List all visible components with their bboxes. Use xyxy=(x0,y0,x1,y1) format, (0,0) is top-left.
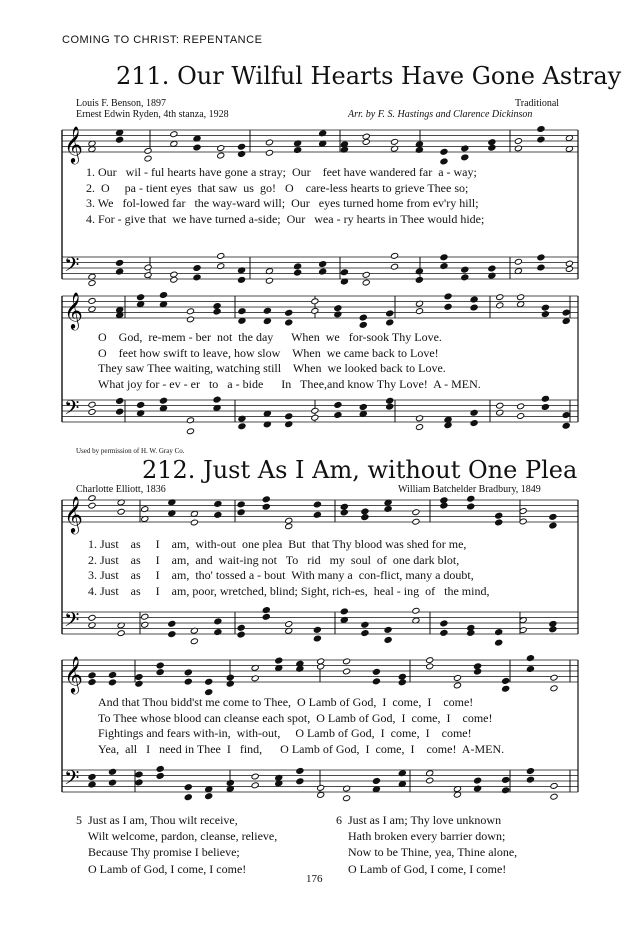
note-head xyxy=(386,397,394,404)
section-header: COMING TO CHRIST: REPENTANCE xyxy=(62,34,263,46)
verse-line: And that Thou bidd'st me come to Thee, O Lamb of God, I come, I come! xyxy=(98,695,474,709)
note-head xyxy=(334,305,342,312)
note-head xyxy=(184,669,192,676)
note-head xyxy=(251,782,259,789)
note-head xyxy=(362,279,370,286)
note-head xyxy=(461,274,469,281)
note-head xyxy=(262,496,270,503)
note-head xyxy=(156,669,164,676)
note-head xyxy=(416,415,424,422)
stanza-line: Now to be Thine, yea, Thine alone, xyxy=(336,845,518,860)
stanza-line: 5 Just as I am, Thou wilt receive, xyxy=(76,813,238,827)
note-head xyxy=(444,422,452,429)
note-head xyxy=(398,679,406,686)
note-head xyxy=(190,638,198,645)
note-head xyxy=(416,308,424,315)
note-head xyxy=(116,398,124,405)
hymn-211-verses-system-1 xyxy=(86,165,484,227)
note-head xyxy=(517,403,525,410)
note-head xyxy=(343,795,351,802)
note-head xyxy=(88,502,96,509)
note-head xyxy=(386,319,394,326)
author-credit: Ernest Edwin Ryden, 4th stanza, 1928 xyxy=(76,109,229,120)
verse-line: 2. Just as I am, and wait-ing not To rid my soul of one dark blot, xyxy=(88,552,460,567)
note-head xyxy=(440,254,448,261)
note-head xyxy=(517,413,525,420)
note-head xyxy=(514,138,522,145)
note-head xyxy=(117,630,125,637)
note-head xyxy=(116,268,124,275)
note-head xyxy=(502,685,510,692)
verse-line: 1. Our wil - ful hearts have gone a stray; Our feet have wandered far a - way; xyxy=(86,165,477,179)
note-head xyxy=(537,254,545,261)
note-head xyxy=(440,263,448,270)
note-head xyxy=(193,265,201,272)
note-head xyxy=(549,513,557,520)
note-head xyxy=(488,144,496,151)
note-head xyxy=(144,264,152,271)
note-head xyxy=(226,674,234,681)
bass-clef-icon: 𝄢 xyxy=(64,766,80,794)
note-head xyxy=(170,131,178,138)
verse-line: Yea, all I need in Thee I find, O Lamb of God, I come, I come! A-MEN. xyxy=(98,741,505,756)
note-head xyxy=(156,662,164,669)
note-head xyxy=(391,138,399,145)
hymn-212-verses-system-2 xyxy=(98,695,504,757)
verse-line: 3. We fol-lowed far the way-ward will; Our eyes turned home from ev'ry hill; xyxy=(86,196,479,211)
stanza-line: Wilt welcome, pardon, cleanse, relieve, xyxy=(76,829,278,844)
note-head xyxy=(496,402,504,409)
note-head xyxy=(319,261,327,268)
note-head xyxy=(296,768,304,775)
note-head xyxy=(440,158,448,165)
verse-line: Fightings and fears with-in, with-out, O Lamb of God, I come, I come! xyxy=(98,726,472,741)
verse-line: They saw Thee waiting, watching still When we looked back to Love. xyxy=(98,361,446,376)
note-head xyxy=(502,678,510,685)
stanza-line: O Lamb of God, I come, I come! xyxy=(336,861,507,876)
note-head xyxy=(108,768,116,775)
note-head xyxy=(285,621,293,628)
note-head xyxy=(426,657,434,664)
note-head xyxy=(135,771,143,778)
note-head xyxy=(317,663,325,670)
note-head xyxy=(541,404,549,411)
note-head xyxy=(313,501,321,508)
note-head xyxy=(426,777,434,784)
note-head xyxy=(386,403,394,410)
hymn-212-verses-system-1 xyxy=(88,537,489,599)
note-head xyxy=(372,778,380,785)
permission-note: Used by permission of H. W. Gray Co. xyxy=(76,447,185,455)
hymn-211-verses-system-2 xyxy=(98,330,481,392)
stanza-line: O Lamb of God, I come, I come! xyxy=(76,861,247,876)
note-head xyxy=(343,785,351,792)
note-head xyxy=(416,424,424,431)
note-head xyxy=(213,396,221,403)
note-head xyxy=(262,607,270,614)
note-head xyxy=(361,508,369,515)
note-head xyxy=(311,298,319,305)
author-credit: Louis F. Benson, 1897 xyxy=(76,98,167,109)
note-head xyxy=(88,297,96,304)
note-head xyxy=(116,259,124,266)
note-head xyxy=(205,793,213,800)
verse-line: What joy for - ev - er to a - bide In Thee,and know Thy Love! A - MEN. xyxy=(98,376,481,391)
note-head xyxy=(88,672,96,679)
note-head xyxy=(217,145,225,152)
note-head xyxy=(496,294,504,301)
note-head xyxy=(193,144,201,151)
note-head xyxy=(319,268,327,275)
treble-clef-icon: 𝄞 xyxy=(64,291,83,329)
note-head xyxy=(88,679,96,686)
note-head xyxy=(238,276,246,283)
note-head xyxy=(541,395,549,402)
note-head xyxy=(514,145,522,152)
note-head xyxy=(412,607,420,614)
note-head xyxy=(359,321,367,328)
note-head xyxy=(343,668,351,675)
stanza-line: Because Thy promise I believe; xyxy=(76,845,240,860)
note-head xyxy=(470,296,478,303)
stanza-line: 6 Just as I am; Thy love unknown xyxy=(336,813,502,827)
note-head xyxy=(135,779,143,786)
hymn-number: 212. xyxy=(142,456,196,484)
note-head xyxy=(238,308,246,315)
note-head xyxy=(343,658,351,665)
verse-line: 4. For - give that we have turned a-side; Our wea - ry hearts in Thee would hide; xyxy=(86,211,485,226)
note-head xyxy=(144,147,152,154)
note-head xyxy=(526,655,534,662)
note-head xyxy=(362,139,370,146)
note-head xyxy=(237,631,245,638)
note-head xyxy=(474,777,482,784)
note-head xyxy=(470,420,478,427)
note-head xyxy=(88,280,96,287)
stanza-6 xyxy=(336,812,517,877)
note-head xyxy=(168,620,176,627)
note-head xyxy=(514,258,522,265)
note-head xyxy=(294,263,302,270)
note-head xyxy=(412,509,420,516)
note-head xyxy=(275,657,283,664)
note-head xyxy=(317,784,325,791)
note-head xyxy=(238,317,246,324)
note-head xyxy=(526,666,534,673)
note-head xyxy=(384,637,392,644)
note-head xyxy=(340,503,348,510)
note-head xyxy=(496,302,504,309)
note-head xyxy=(502,787,510,794)
note-head xyxy=(313,511,321,518)
note-head xyxy=(262,503,270,510)
note-head xyxy=(495,629,503,636)
treble-clef-icon: 𝄞 xyxy=(64,495,83,533)
note-head xyxy=(88,781,96,788)
note-head xyxy=(549,626,557,633)
note-head xyxy=(537,264,545,271)
verse-line: 2. O pa - tient eyes that saw us go! O care-less hearts to grieve Thee so; xyxy=(86,180,469,195)
note-head xyxy=(137,294,145,301)
note-head xyxy=(562,309,570,316)
note-head xyxy=(562,412,570,419)
note-head xyxy=(317,791,325,798)
note-head xyxy=(265,149,273,156)
note-head xyxy=(226,680,234,687)
note-head xyxy=(214,629,222,636)
note-head xyxy=(467,495,475,502)
note-head xyxy=(238,151,246,158)
note-head xyxy=(214,618,222,625)
note-head xyxy=(526,776,534,783)
note-head xyxy=(517,294,525,301)
note-head xyxy=(251,773,259,780)
composer-credit: Traditional xyxy=(515,98,560,109)
note-head xyxy=(361,621,369,628)
note-head xyxy=(88,495,96,502)
note-head xyxy=(334,402,342,409)
composer-credit: Arr. by F. S. Hastings and Clarence Dickinson xyxy=(348,109,533,120)
note-head xyxy=(285,309,293,316)
note-head xyxy=(190,519,198,526)
note-head xyxy=(137,402,145,409)
note-head xyxy=(285,517,293,524)
note-head xyxy=(184,784,192,791)
note-head xyxy=(440,502,448,509)
note-head xyxy=(537,136,545,143)
note-head xyxy=(362,271,370,278)
note-head xyxy=(141,613,149,620)
note-head xyxy=(549,522,557,529)
note-head xyxy=(184,794,192,801)
note-head xyxy=(285,319,293,326)
note-head xyxy=(372,668,380,675)
note-head xyxy=(88,401,96,408)
note-head xyxy=(141,621,149,628)
note-head xyxy=(108,779,116,786)
note-head xyxy=(444,303,452,310)
treble-clef-icon: 𝄞 xyxy=(64,655,83,693)
note-head xyxy=(470,304,478,311)
note-head xyxy=(135,680,143,687)
hymn-title: Our Wilful Hearts Have Gone Astray xyxy=(177,62,622,90)
author-credit: Charlotte Elliott, 1836 xyxy=(76,484,166,495)
note-head xyxy=(88,408,96,415)
stanza-5 xyxy=(76,812,277,877)
note-head xyxy=(550,793,558,800)
note-head xyxy=(440,629,448,636)
note-head xyxy=(311,407,319,414)
hymn-title: Just As I Am, without One Plea xyxy=(203,456,578,484)
note-head xyxy=(453,682,461,689)
note-head xyxy=(311,307,319,314)
note-head xyxy=(537,126,545,133)
note-head xyxy=(237,501,245,508)
note-head xyxy=(88,614,96,621)
note-head xyxy=(384,626,392,633)
note-head xyxy=(488,139,496,146)
note-head xyxy=(238,423,246,430)
note-head xyxy=(334,412,342,419)
note-head xyxy=(391,263,399,270)
note-head xyxy=(495,519,503,526)
note-head xyxy=(526,768,534,775)
note-head xyxy=(214,511,222,518)
note-head xyxy=(359,404,367,411)
note-head xyxy=(565,266,573,273)
note-head xyxy=(495,512,503,519)
note-head xyxy=(116,408,124,415)
bass-clef-icon: 𝄢 xyxy=(64,253,80,281)
note-head xyxy=(502,776,510,783)
composer-credit: William Batchelder Bradbury, 1849 xyxy=(398,484,541,495)
note-head xyxy=(541,304,549,311)
note-head xyxy=(144,272,152,279)
note-head xyxy=(372,786,380,793)
note-head xyxy=(415,276,423,283)
note-head xyxy=(117,508,125,515)
note-head xyxy=(426,663,434,670)
bass-clef-icon: 𝄢 xyxy=(64,608,80,636)
note-head xyxy=(238,143,246,150)
note-head xyxy=(263,318,271,325)
note-head xyxy=(159,292,167,299)
note-head xyxy=(214,500,222,507)
note-head xyxy=(495,639,503,646)
note-head xyxy=(391,252,399,259)
note-head xyxy=(217,152,225,159)
note-head xyxy=(359,314,367,321)
note-head xyxy=(313,635,321,642)
note-head xyxy=(159,397,167,404)
note-head xyxy=(334,311,342,318)
note-head xyxy=(461,266,469,273)
note-head xyxy=(237,509,245,516)
note-head xyxy=(294,269,302,276)
note-head xyxy=(549,620,557,627)
treble-clef-icon: 𝄞 xyxy=(64,125,83,163)
note-head xyxy=(285,523,293,530)
note-head xyxy=(159,301,167,308)
note-head xyxy=(562,422,570,429)
bass-clef-icon: 𝄢 xyxy=(64,396,80,424)
note-head xyxy=(386,310,394,317)
verse-line: 1. Just as I am, with-out one plea But that Thy blood was shed for me, xyxy=(88,537,467,551)
note-head xyxy=(88,774,96,781)
note-head xyxy=(186,417,194,424)
note-head xyxy=(461,154,469,161)
note-head xyxy=(294,147,302,154)
note-head xyxy=(186,316,194,323)
note-head xyxy=(144,155,152,162)
note-head xyxy=(285,413,293,420)
note-head xyxy=(311,414,319,421)
note-head xyxy=(412,518,420,525)
note-head xyxy=(184,678,192,685)
note-head xyxy=(340,269,348,276)
note-head xyxy=(108,672,116,679)
hymn-number: 211. xyxy=(116,62,170,90)
note-head xyxy=(550,674,558,681)
note-head xyxy=(205,678,213,685)
note-head xyxy=(186,428,194,435)
note-head xyxy=(237,624,245,631)
note-head xyxy=(193,274,201,281)
note-head xyxy=(474,668,482,675)
note-head xyxy=(440,620,448,627)
note-head xyxy=(550,685,558,692)
note-head xyxy=(470,409,478,416)
note-head xyxy=(213,303,221,310)
note-head xyxy=(361,630,369,637)
hymn-212-title xyxy=(142,456,577,484)
note-head xyxy=(263,307,271,314)
note-head xyxy=(398,673,406,680)
note-head xyxy=(453,675,461,682)
note-head xyxy=(296,778,304,785)
verse-line: 4. Just as I am, poor, wretched, blind; Sight, rich-es, heal - ing of the mind, xyxy=(88,583,490,598)
note-head xyxy=(116,136,124,143)
note-head xyxy=(340,608,348,615)
note-head xyxy=(562,318,570,325)
note-head xyxy=(156,766,164,773)
note-head xyxy=(168,631,176,638)
note-head xyxy=(313,626,321,633)
note-head xyxy=(213,308,221,315)
note-head xyxy=(135,674,143,681)
note-head xyxy=(444,293,452,300)
note-head xyxy=(496,409,504,416)
page-number: 176 xyxy=(306,873,323,885)
note-head xyxy=(186,308,194,315)
note-head xyxy=(467,503,475,510)
note-head xyxy=(550,782,558,789)
note-head xyxy=(108,679,116,686)
note-head xyxy=(170,276,178,283)
verse-line: O feet how swift to leave, how slow When we came back to Love! xyxy=(98,345,439,360)
note-head xyxy=(262,613,270,620)
note-head xyxy=(461,145,469,152)
verse-line: O God, re-mem - ber not the day When we for-sook Thy Love. xyxy=(98,330,442,344)
note-head xyxy=(372,678,380,685)
note-head xyxy=(217,263,225,270)
note-head xyxy=(251,675,259,682)
verse-line: 3. Just as I am, tho' tossed a - bout With many a con-flict, many a doubt, xyxy=(88,568,474,583)
note-head xyxy=(488,265,496,272)
note-head xyxy=(265,139,273,146)
note-head xyxy=(265,277,273,284)
note-head xyxy=(440,148,448,155)
note-head xyxy=(541,311,549,318)
note-head xyxy=(226,780,234,787)
note-head xyxy=(361,514,369,521)
note-head xyxy=(156,773,164,780)
verse-line: To Thee whose blood can cleanse each spot, O Lamb of God, I come, I come! xyxy=(98,710,493,725)
note-head xyxy=(141,506,149,513)
note-head xyxy=(217,252,225,259)
note-head xyxy=(340,509,348,516)
stanza-line: Hath broken every barrier down; xyxy=(336,829,506,844)
